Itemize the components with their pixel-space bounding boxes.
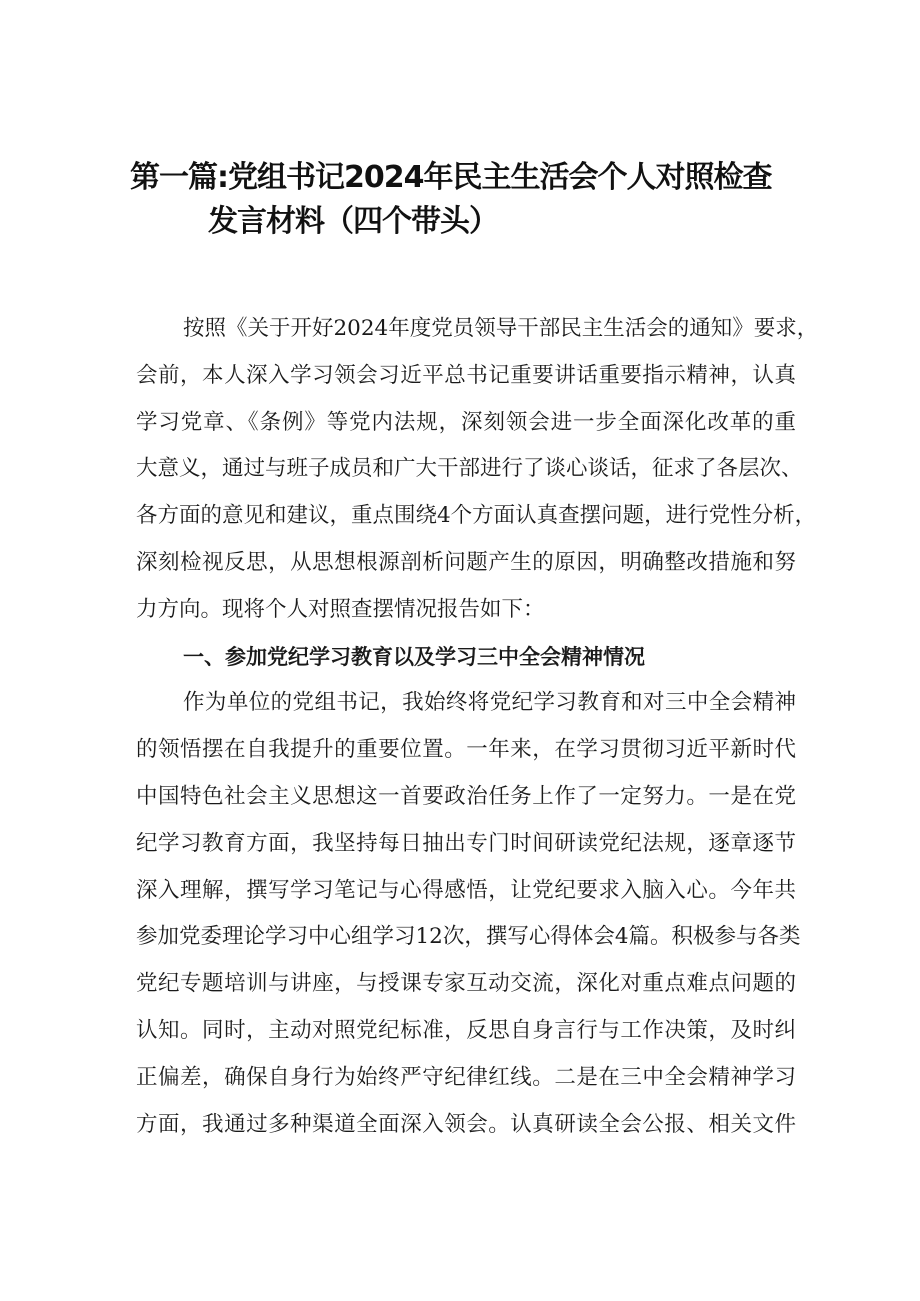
intro-line: 深刻检视反思，从思想根源剖析问题产生的原因，明确整改措施和努	[136, 549, 796, 575]
document-title-line-1: 第一篇:党组书记2024年民主生活会个人对照检查	[130, 160, 772, 195]
section-heading: 一、参加党纪学习教育以及学习三中全会精神情况	[183, 644, 645, 669]
intro-line: 会前，本人深入学习领会习近平总书记重要讲话重要指示精神，认真	[136, 362, 796, 388]
section-line: 正偏差，确保自身行为始终严守纪律红线。二是在三中全会精神学习	[136, 1064, 796, 1090]
section-line: 认知。同时，主动对照党纪标准，反思自身言行与工作决策，及时纠	[136, 1017, 796, 1043]
section-line: 纪学习教育方面，我坚持每日抽出专门时间研读党纪法规，逐章逐节	[136, 830, 796, 856]
intro-line: 按照《关于开好2024年度党员领导干部民主生活会的通知》要求，	[183, 316, 819, 341]
intro-line: 各方面的意见和建议，重点围绕4个方面认真查摆问题，进行党性分析，	[136, 503, 817, 529]
intro-line: 学习党章、《条例》等党内法规，深刻领会进一步全面深化改革的重	[136, 409, 796, 435]
section-line: 参加党委理论学习中心组学习12次，撰写心得体会4篇。积极参与各类	[136, 924, 801, 950]
intro-line: 大意义，通过与班子成员和广大干部进行了谈心谈话，征求了各层次、	[136, 456, 803, 482]
section-line: 深入理解，撰写学习笔记与心得感悟，让党纪要求入脑入心。今年共	[136, 877, 796, 903]
document-title-line-2: 发言材料（四个带头）	[208, 204, 498, 239]
document-body	[136, 306, 819, 1148]
section-line: 方面，我通过多种渠道全面深入领会。认真研读全会公报、相关文件	[136, 1111, 796, 1137]
section-line: 中国特色社会主义思想这一首要政治任务上作了一定努力。一是在党	[136, 783, 796, 809]
section-line: 的领悟摆在自我提升的重要位置。一年来，在学习贯彻习近平新时代	[136, 737, 796, 763]
section-line: 党纪专题培训与讲座，与授课专家互动交流，深化对重点难点问题的	[136, 971, 796, 997]
intro-line: 力方向。现将个人对照查摆情况报告如下：	[136, 596, 545, 622]
section-line: 作为单位的党组书记，我始终将党纪学习教育和对三中全会精神	[183, 690, 796, 716]
